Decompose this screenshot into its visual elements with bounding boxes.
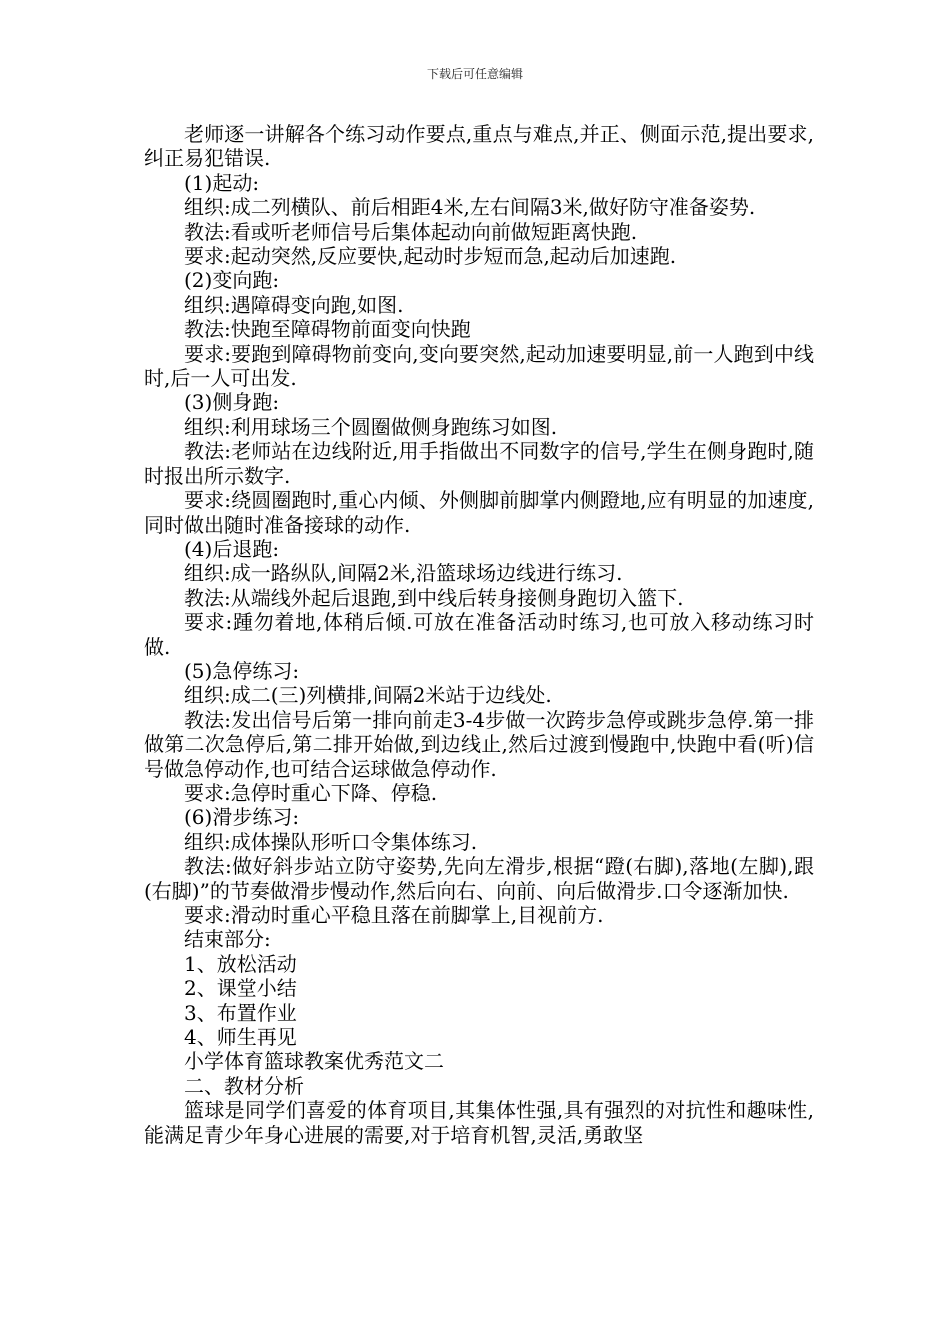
paragraph-requirement: 要求:要跑到障碍物前变向,变向要突然,起动加速要明显,前一人跑到中线时,后一人可出发. [144,341,814,391]
paragraph-organization: 组织:遇障碍变向跑,如图. [184,292,404,317]
paragraph-organization: 组织:成二列横队、前后相距4米,左右间隔3米,做好防守准备姿势. [184,195,756,220]
paragraph-intro: 老师逐一讲解各个练习动作要点,重点与难点,并正、侧面示范,提出要求,纠正易犯错误. [144,122,814,171]
paragraph-method: 教法:老师站在边线附近,用手指做出不同数字的信号,学生在侧身跑时,随时报出所示数字. [144,439,814,488]
list-item: 2、课堂小结 [184,976,297,1001]
paragraph-requirement: 要求:滑动时重心平稳且落在前脚掌上,目视前方. [184,903,604,927]
paragraph-organization: 组织:成体操队形听口令集体练习. [184,829,478,854]
list-item: 3、布置作业 [184,1000,297,1025]
section-heading-material-analysis: 二、教材分析 [184,1073,304,1098]
section-heading-change-direction: (2)变向跑: [184,268,280,293]
paragraph-requirement: 要求:急停时重心下降、停稳. [184,780,438,805]
paragraph-method: 教法:做好斜步站立防守姿势,先向左滑步,根据“蹬(右脚),落地(左脚),跟(右脚)”的节奏做滑步慢动作,然后向右、向前、向后做滑步.口令逐渐加快. [144,854,814,903]
paragraph-method: 教法:从端线外起后退跑,到中线后转身接侧身跑切入篮下. [184,585,684,610]
paragraph-method: 教法:看或听老师信号后集体起动向前做短距离快跑. [184,219,638,244]
section-heading-side-run: (3)侧身跑: [184,390,280,415]
page-header: 下载后可任意编辑 [426,67,523,81]
paragraph-method: 教法:发出信号后第一排向前走3-4步做一次跨步急停或跳步急停.第一排做第二次急停后,第二排开始做,到边线止,然后过渡到慢跑中,快跑中看(听)信号做急停动作,也可结合运球做急停动作. [144,707,814,781]
paragraph-organization: 组织:成二(三)列横排,间隔2米站于边线处. [184,683,552,708]
paragraph-requirement: 要求:起动突然,反应要快,起动时步短而急,起动后加速跑. [184,244,677,269]
list-item: 4、师生再见 [184,1025,297,1050]
paragraph-method: 教法:快跑至障碍物前面变向快跑 [184,317,471,342]
list-item: 1、放松活动 [184,951,297,976]
document-body [144,122,814,1147]
section-heading-start: (1)起动: [184,170,260,195]
section-heading-slide-step: (6)滑步练习: [184,805,300,830]
paragraph-organization: 组织:成一路纵队,间隔2米,沿篮球场边线进行练习. [184,561,623,586]
section-heading-backward-run: (4)后退跑: [184,536,280,561]
paragraph-requirement: 要求:绕圆圈跑时,重心内倾、外侧脚前脚掌内侧蹬地,应有明显的加速度,同时做出随时准备接球的动作. [144,488,814,537]
paragraph-analysis: 篮球是同学们喜爱的体育项目,其集体性强,具有强烈的对抗性和趣味性,能满足青少年身心进展的需要,对于培育机智,灵活,勇敢坚 [144,1098,814,1147]
document-subtitle: 小学体育篮球教案优秀范文二 [184,1049,444,1074]
section-heading-quick-stop: (5)急停练习: [184,658,300,683]
section-heading-closing: 结束部分: [184,927,271,952]
paragraph-organization: 组织:利用球场三个圆圈做侧身跑练习如图. [184,414,558,439]
paragraph-requirement: 要求:踵勿着地,体稍后倾.可放在准备活动时练习,也可放入移动练习时做. [144,610,814,659]
